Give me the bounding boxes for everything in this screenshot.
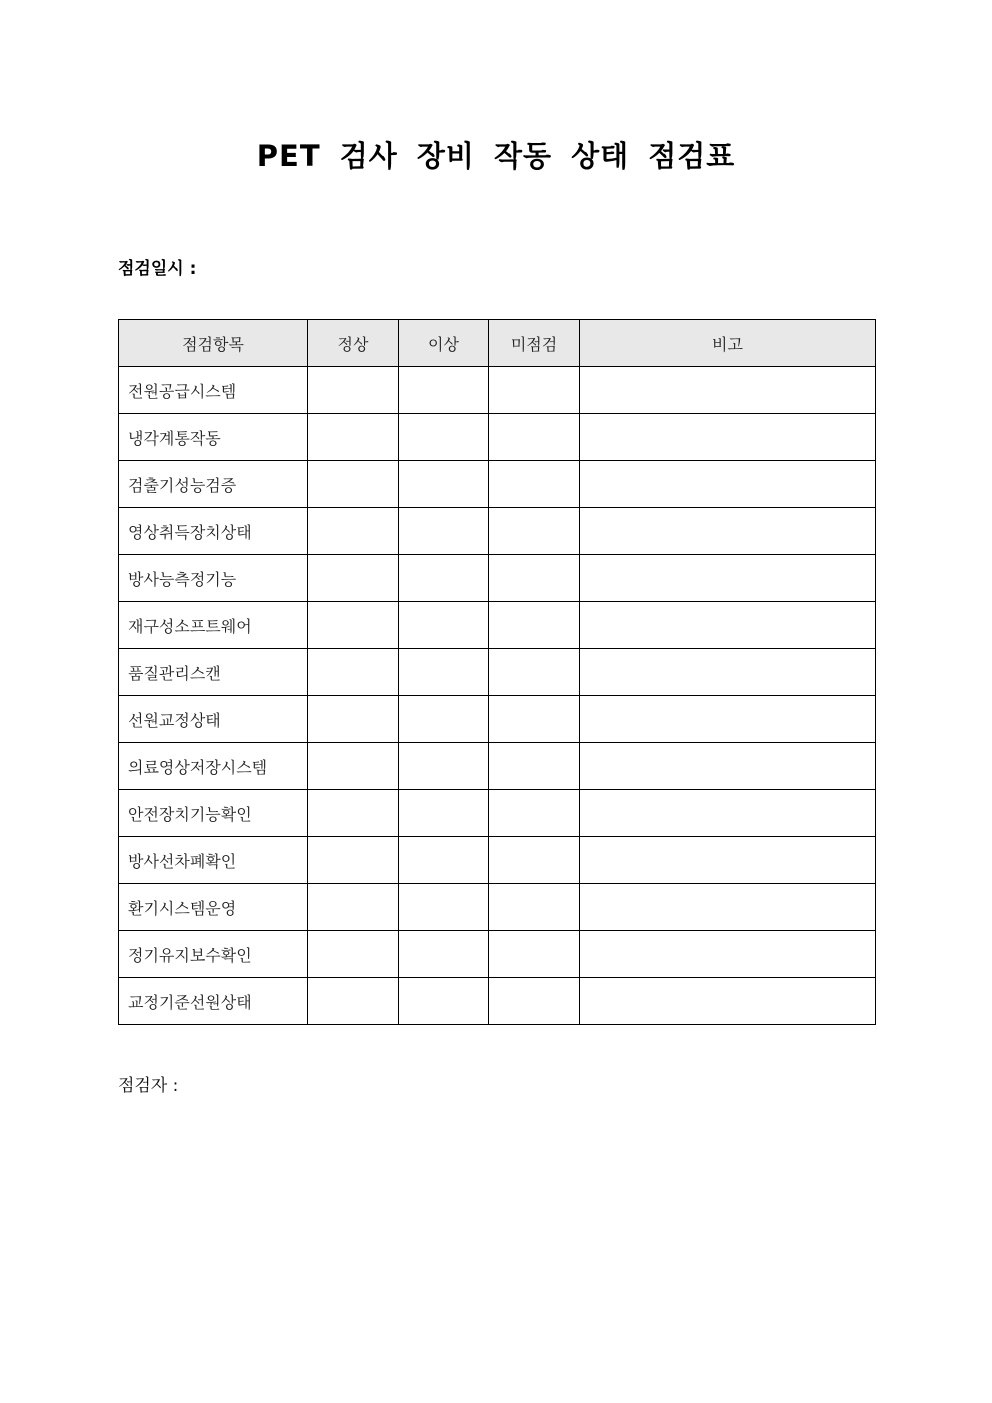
unchecked-cell[interactable]	[489, 931, 580, 978]
normal-cell[interactable]	[308, 790, 399, 837]
remarks-cell[interactable]	[580, 461, 876, 508]
unchecked-cell[interactable]	[489, 884, 580, 931]
remarks-cell[interactable]	[580, 884, 876, 931]
normal-cell[interactable]	[308, 414, 399, 461]
table-row	[119, 367, 876, 414]
inspector-label: 점검자 :	[118, 1076, 179, 1096]
unchecked-cell[interactable]	[489, 743, 580, 790]
item-cell: 품질관리스캔	[119, 649, 308, 696]
table-row	[119, 602, 876, 649]
item-cell: 검출기성능검증	[119, 461, 308, 508]
table-row	[119, 931, 876, 978]
abnormal-cell[interactable]	[399, 367, 489, 414]
item-cell: 교정기준선원상태	[119, 978, 308, 1025]
abnormal-cell[interactable]	[399, 884, 489, 931]
normal-cell[interactable]	[308, 884, 399, 931]
table-row	[119, 884, 876, 931]
normal-cell[interactable]	[308, 649, 399, 696]
remarks-cell[interactable]	[580, 555, 876, 602]
remarks-cell[interactable]	[580, 790, 876, 837]
normal-cell[interactable]	[308, 837, 399, 884]
table-row	[119, 743, 876, 790]
normal-cell[interactable]	[308, 555, 399, 602]
unchecked-cell[interactable]	[489, 508, 580, 555]
remarks-cell[interactable]	[580, 931, 876, 978]
normal-cell[interactable]	[308, 978, 399, 1025]
normal-cell[interactable]	[308, 367, 399, 414]
unchecked-cell[interactable]	[489, 555, 580, 602]
table-row	[119, 414, 876, 461]
remarks-cell[interactable]	[580, 696, 876, 743]
abnormal-cell[interactable]	[399, 790, 489, 837]
remarks-cell[interactable]	[580, 743, 876, 790]
table-row	[119, 837, 876, 884]
abnormal-cell[interactable]	[399, 602, 489, 649]
abnormal-cell[interactable]	[399, 696, 489, 743]
item-cell: 환기시스템운영	[119, 884, 308, 931]
item-cell: 영상취득장치상태	[119, 508, 308, 555]
unchecked-cell[interactable]	[489, 696, 580, 743]
abnormal-cell[interactable]	[399, 461, 489, 508]
table-row	[119, 555, 876, 602]
abnormal-cell[interactable]	[399, 555, 489, 602]
normal-cell[interactable]	[308, 508, 399, 555]
column-header-unchecked: 미점검	[489, 320, 580, 367]
remarks-cell[interactable]	[580, 649, 876, 696]
abnormal-cell[interactable]	[399, 414, 489, 461]
table-row	[119, 790, 876, 837]
abnormal-cell[interactable]	[399, 837, 489, 884]
column-header-abnormal: 이상	[399, 320, 489, 367]
unchecked-cell[interactable]	[489, 978, 580, 1025]
remarks-cell[interactable]	[580, 508, 876, 555]
item-cell: 방사선차폐확인	[119, 837, 308, 884]
document-title: PET 검사 장비 작동 상태 점검표	[256, 139, 736, 173]
table-row	[119, 508, 876, 555]
inspection-checklist-table	[118, 319, 876, 1025]
abnormal-cell[interactable]	[399, 931, 489, 978]
unchecked-cell[interactable]	[489, 649, 580, 696]
abnormal-cell[interactable]	[399, 978, 489, 1025]
item-cell: 냉각계통작동	[119, 414, 308, 461]
normal-cell[interactable]	[308, 602, 399, 649]
item-cell: 의료영상저장시스템	[119, 743, 308, 790]
normal-cell[interactable]	[308, 696, 399, 743]
remarks-cell[interactable]	[580, 602, 876, 649]
column-header-remarks: 비고	[580, 320, 876, 367]
remarks-cell[interactable]	[580, 837, 876, 884]
unchecked-cell[interactable]	[489, 367, 580, 414]
table-row	[119, 461, 876, 508]
table-header-row	[119, 320, 876, 367]
item-cell: 전원공급시스템	[119, 367, 308, 414]
normal-cell[interactable]	[308, 743, 399, 790]
table-row	[119, 696, 876, 743]
table-row	[119, 978, 876, 1025]
column-header-item: 점검항목	[119, 320, 308, 367]
remarks-cell[interactable]	[580, 414, 876, 461]
unchecked-cell[interactable]	[489, 837, 580, 884]
abnormal-cell[interactable]	[399, 649, 489, 696]
column-header-normal: 정상	[308, 320, 399, 367]
item-cell: 선원교정상태	[119, 696, 308, 743]
remarks-cell[interactable]	[580, 978, 876, 1025]
inspection-date-label: 점검일시 :	[118, 259, 197, 279]
table-row	[119, 649, 876, 696]
remarks-cell[interactable]	[580, 367, 876, 414]
unchecked-cell[interactable]	[489, 414, 580, 461]
item-cell: 방사능측정기능	[119, 555, 308, 602]
item-cell: 재구성소프트웨어	[119, 602, 308, 649]
item-cell: 정기유지보수확인	[119, 931, 308, 978]
item-cell: 안전장치기능확인	[119, 790, 308, 837]
unchecked-cell[interactable]	[489, 461, 580, 508]
normal-cell[interactable]	[308, 461, 399, 508]
abnormal-cell[interactable]	[399, 743, 489, 790]
abnormal-cell[interactable]	[399, 508, 489, 555]
unchecked-cell[interactable]	[489, 790, 580, 837]
normal-cell[interactable]	[308, 931, 399, 978]
unchecked-cell[interactable]	[489, 602, 580, 649]
